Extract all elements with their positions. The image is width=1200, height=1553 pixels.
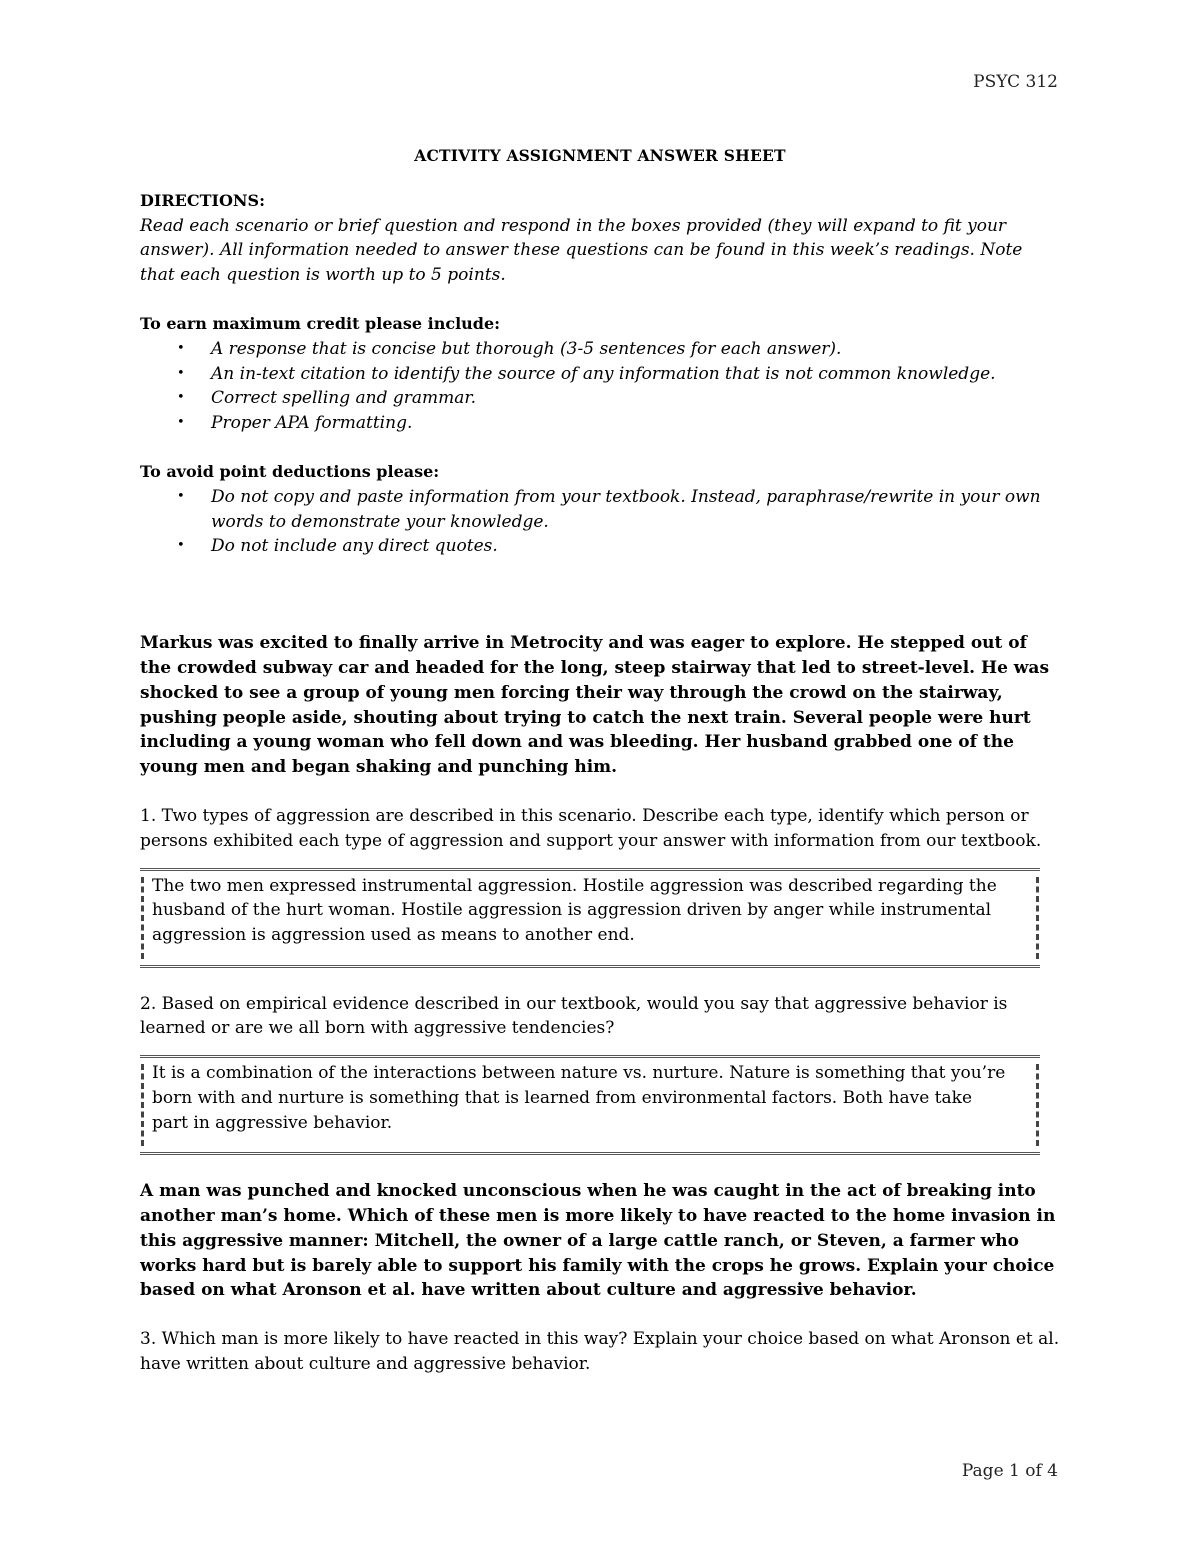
spacer bbox=[140, 288, 1060, 312]
question-2-text: 2. Based on empirical evidence described in our textbook, would you say that aggressive behavior is learned or are we all born with aggressive tendencies? bbox=[140, 993, 1008, 1039]
list-item: • An in-text citation to identify the source of any information that is not common knowledge. bbox=[140, 362, 1060, 387]
spacer bbox=[140, 780, 1060, 804]
bullet-icon: • bbox=[177, 488, 185, 504]
spacer bbox=[140, 559, 1060, 631]
spacer bbox=[140, 968, 1060, 992]
spacer bbox=[140, 1303, 1060, 1327]
list-item: • Do not include any direct quotes. bbox=[140, 534, 1060, 559]
bullet-icon: • bbox=[177, 390, 185, 406]
question-1-text: 1. Two types of aggression are described in this scenario. Describe each type, identify which person or persons exhibited each type of aggression and support your answer with information from our textbook. bbox=[140, 805, 1042, 851]
avoid-deductions-label: To avoid point deductions please: bbox=[140, 461, 440, 481]
scenario-2-text: A man was punched and knocked unconscious when he was caught in the act of breaking into another man’s home. Which of these men is more likely to have reacted to the home invasion in this aggressive manner: Mitchell, the owner of a large cattle ranch, or Steven, a farmer who works hard but is barely able to support his family with the crops he grows. Explain your choice based on what Aronson et al. have written about culture and aggressive behavior. bbox=[140, 1181, 1056, 1301]
max-credit-label: To earn maximum credit please include: bbox=[140, 313, 501, 333]
directions-text: Read each scenario or brief question and respond in the boxes provided (they will expand to fit your answer). All information needed to answer these questions can be found in this week’s readings. Note that each question is worth up to 5 points. bbox=[140, 215, 1023, 286]
bullet-icon: • bbox=[177, 340, 185, 356]
answer-1-box[interactable] bbox=[140, 868, 1040, 968]
bullet-icon: • bbox=[177, 415, 185, 431]
list-item: • Proper APA formatting. bbox=[140, 411, 1060, 436]
course-header: PSYC 312 bbox=[973, 72, 1058, 92]
bullet-icon: • bbox=[177, 365, 185, 381]
scenario-1-text: Markus was excited to finally arrive in Metrocity and was eager to explore. He stepped out of the crowded subway car and headed for the long, steep stairway that led to street-level. He was shocked to see a group of young men forcing their way through the crowd on the stairway, pushing people aside, shouting about trying to catch the next train. Several people were hurt including a young woman who fell down and was bleeding. Her husband grabbed one of the young men and began shaking and punching him. bbox=[140, 633, 1050, 778]
bullet-icon: • bbox=[177, 538, 185, 554]
answer-2-text: It is a combination of the interactions between nature vs. nurture. Nature is something that you’re born with and nurture is something that is learned from environmental factors. Both have take part in aggressive behavior. bbox=[152, 1063, 1006, 1133]
max-credit-list bbox=[140, 337, 1060, 436]
document-body bbox=[140, 144, 1060, 1377]
answer-2-box[interactable] bbox=[140, 1055, 1040, 1155]
answer-1-text: The two men expressed instrumental aggression. Hostile aggression was described regarding the husband of the hurt woman. Hostile aggression is aggression driven by anger while instrumental aggression is aggression used as means to another end. bbox=[152, 875, 997, 946]
page-number: Page 1 of 4 bbox=[961, 1461, 1058, 1481]
page-title: ACTIVITY ASSIGNMENT ANSWER SHEET bbox=[414, 146, 786, 165]
list-item: • Do not copy and paste information from your textbook. Instead, paraphrase/rewrite in your own words to demonstrate your knowledge. bbox=[177, 486, 1041, 532]
directions-label: DIRECTIONS: bbox=[140, 190, 265, 210]
spacer bbox=[140, 436, 1060, 460]
list-item: • A response that is concise but thorough (3-5 sentences for each answer). bbox=[140, 337, 1060, 362]
spacer bbox=[140, 1155, 1060, 1179]
avoid-deductions-list bbox=[140, 485, 1060, 559]
question-3-text: 3. Which man is more likely to have reacted in this way? Explain your choice based on what Aronson et al. have written about culture and aggressive behavior. bbox=[140, 1329, 1060, 1374]
list-item: • Correct spelling and grammar. bbox=[140, 386, 1060, 411]
